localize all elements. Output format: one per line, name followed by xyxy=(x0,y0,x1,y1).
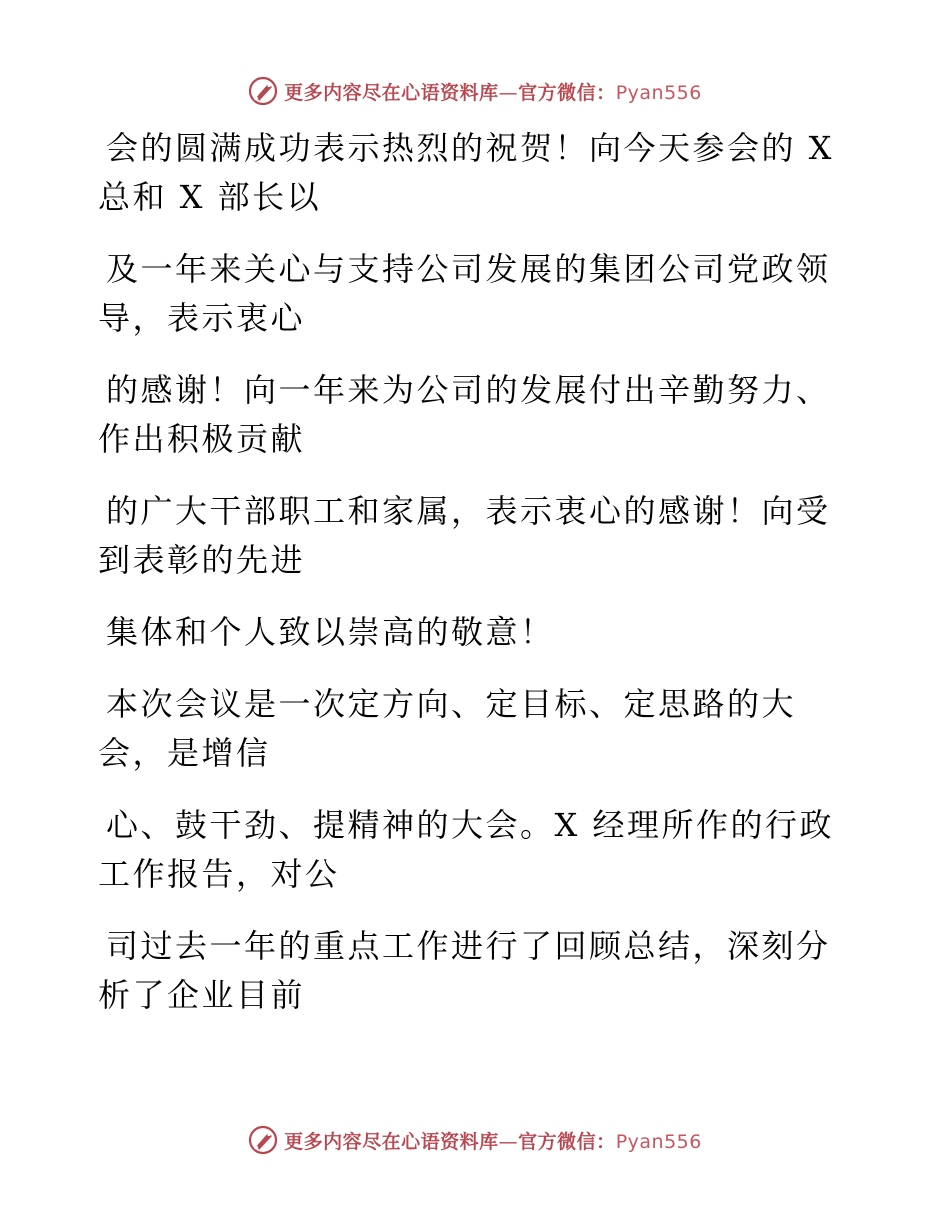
paragraph-line: 会的圆满成功表示热烈的祝贺！向今天参会的 X xyxy=(106,129,834,167)
paragraph-line: 析了企业目前 xyxy=(98,976,306,1014)
paragraph-line: 及一年来关心与支持公司发展的集团公司党政领 xyxy=(106,250,831,288)
paragraph-line: 到表彰的先进 xyxy=(98,541,306,579)
paragraph-line: 工作报告，对公 xyxy=(98,855,340,893)
watermark-wechat-label: 官方微信： xyxy=(518,81,616,104)
paragraph xyxy=(98,922,858,1020)
watermark-wechat-id: Pyan556 xyxy=(615,81,702,104)
pen-logo-icon xyxy=(248,1125,278,1155)
watermark-wechat-label: 官方微信： xyxy=(518,1130,616,1153)
paragraph-line: 会，是增信 xyxy=(98,734,271,772)
paragraph xyxy=(98,608,858,657)
watermark-text xyxy=(284,78,702,105)
paragraph xyxy=(98,124,858,222)
watermark-site: 更多内容尽在心语资料库 xyxy=(284,1130,499,1153)
paragraph-line: 的广大干部职工和家属，表示衷心的感谢！向受 xyxy=(106,492,831,530)
watermark-wechat-id: Pyan556 xyxy=(615,1130,702,1153)
watermark-dash: — xyxy=(498,81,519,104)
paragraph-line: 司过去一年的重点工作进行了回顾总结，深刻分 xyxy=(106,927,831,965)
document-body xyxy=(98,124,858,1020)
paragraph-line: 集体和个人致以崇高的敬意！ xyxy=(106,613,555,651)
paragraph xyxy=(98,680,858,778)
pen-logo-icon xyxy=(248,76,278,106)
watermark-text xyxy=(284,1127,702,1154)
paragraph xyxy=(98,366,858,464)
footer-watermark xyxy=(0,1120,950,1160)
paragraph-line: 导，表示衷心 xyxy=(98,299,306,337)
header-watermark xyxy=(0,71,950,111)
paragraph xyxy=(98,487,858,585)
paragraph-line: 作出积极贡献 xyxy=(98,420,306,458)
paragraph-line: 总和 X 部长以 xyxy=(98,178,322,216)
paragraph xyxy=(98,801,858,899)
watermark-dash: — xyxy=(498,1130,519,1153)
paragraph-line: 心、鼓干劲、提精神的大会。X 经理所作的行政 xyxy=(106,806,834,844)
paragraph-line: 本次会议是一次定方向、定目标、定思路的大 xyxy=(106,685,797,723)
watermark-site: 更多内容尽在心语资料库 xyxy=(284,81,499,104)
paragraph-line: 的感谢！向一年来为公司的发展付出辛勤努力、 xyxy=(106,371,831,409)
paragraph xyxy=(98,245,858,343)
